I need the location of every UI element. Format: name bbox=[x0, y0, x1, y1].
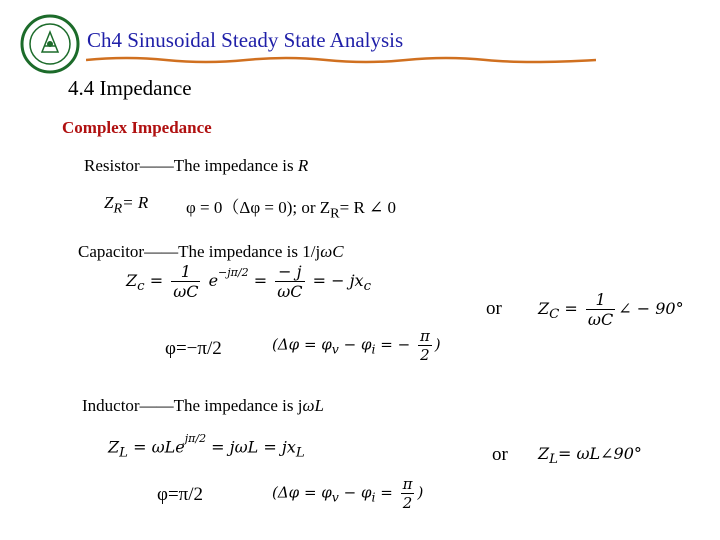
zr-subscript-2: R bbox=[330, 205, 340, 222]
capacitor-polar bbox=[538, 290, 684, 329]
ind-phase-den: 2 bbox=[401, 493, 415, 512]
zl-subscript: L bbox=[119, 445, 128, 461]
zc-equals-2: = bbox=[253, 271, 268, 290]
zc-alt-equals: = bbox=[564, 299, 578, 318]
title-underline bbox=[86, 54, 596, 66]
zc-exp-base: e bbox=[208, 271, 219, 290]
capacitor-or: or bbox=[486, 298, 502, 319]
ind-phase-close: ) bbox=[417, 483, 424, 502]
zc-alt-den: ωC bbox=[587, 310, 614, 329]
cap-phase-lhs: (Δφ = φ bbox=[272, 335, 332, 354]
ind-phase-num: π bbox=[402, 475, 413, 493]
resistor-symbol: R bbox=[297, 156, 309, 175]
zc-tail-subscript: c bbox=[363, 279, 372, 295]
ind-phase-lhs: (Δφ = φ bbox=[272, 483, 332, 502]
ind-phase-mid: − φ bbox=[338, 483, 372, 502]
inductor-formula bbox=[108, 432, 305, 461]
resistor-eq2 bbox=[186, 193, 396, 222]
university-seal-icon bbox=[20, 14, 80, 74]
inductor-polar bbox=[538, 444, 642, 467]
resistor-line bbox=[84, 156, 308, 176]
capacitor-phi: φ=−π/2 bbox=[165, 338, 222, 359]
inductor-phi: φ=π/2 bbox=[157, 484, 204, 505]
capacitor-formula bbox=[126, 262, 371, 301]
cap-phase-num: π bbox=[419, 327, 430, 345]
zc-frac-den: ωC bbox=[173, 282, 199, 301]
section-heading: 4.4 Impedance bbox=[68, 76, 192, 100]
resistor-eq1 bbox=[104, 193, 148, 217]
zl-tail: = jωL = jx bbox=[211, 437, 296, 457]
cap-phase-i: i bbox=[371, 341, 376, 357]
zl-exp-base: = ωLe bbox=[133, 437, 185, 457]
zc-frac2-num: − j bbox=[278, 262, 302, 281]
resistor-label: Resistor——The impedance is bbox=[84, 156, 298, 175]
zc-alt-num: 1 bbox=[595, 290, 606, 309]
zc-fraction-2 bbox=[275, 262, 304, 301]
ind-phase-eq: = bbox=[375, 483, 393, 502]
zc-frac-num: 1 bbox=[180, 262, 191, 281]
zc-alt-angle: ∠ − 90° bbox=[618, 299, 684, 318]
zr-value: = R bbox=[122, 193, 149, 212]
zc-alt-symbol: Z bbox=[538, 299, 550, 318]
ind-phase-i: i bbox=[371, 489, 376, 505]
zl-tail-subscript: L bbox=[295, 445, 305, 461]
capacitor-label: Capacitor——The impedance is 1/j bbox=[78, 242, 321, 261]
resistor-polar: = R ∠ 0 bbox=[339, 198, 397, 217]
inductor-line bbox=[82, 396, 324, 416]
capacitor-phase bbox=[272, 327, 441, 364]
inductor-symbol: ωL bbox=[302, 396, 324, 415]
zr-symbol: Z bbox=[104, 193, 114, 212]
inductor-or: or bbox=[492, 444, 508, 465]
cap-phase-close: ) bbox=[434, 335, 441, 354]
zl-alt-angle: = ωL∠90° bbox=[557, 444, 642, 463]
zl-symbol: Z bbox=[108, 437, 120, 457]
cap-phase-mid: − φ bbox=[338, 335, 372, 354]
zc-frac2-den: ωC bbox=[277, 282, 303, 301]
capacitor-line bbox=[78, 242, 344, 262]
capacitor-symbol: ωC bbox=[320, 242, 344, 261]
cap-phase-eq: = − bbox=[375, 335, 411, 354]
subheading: Complex Impedance bbox=[62, 118, 212, 137]
zc-alt-subscript: C bbox=[549, 307, 560, 323]
zc-tail: = − jx bbox=[312, 271, 364, 290]
cap-phase-v: v bbox=[331, 341, 339, 357]
cap-phase-fraction bbox=[418, 327, 432, 364]
zc-symbol: Z bbox=[126, 271, 138, 290]
zl-alt-symbol: Z bbox=[538, 444, 550, 463]
inductor-label: Inductor——The impedance is j bbox=[82, 396, 303, 415]
zr-subscript: R bbox=[113, 200, 123, 217]
zc-alt-fraction bbox=[586, 290, 615, 329]
cap-phase-den: 2 bbox=[418, 345, 432, 364]
resistor-phase: φ = 0（Δφ = 0); or Z bbox=[186, 198, 331, 217]
zc-subscript: c bbox=[137, 279, 145, 295]
ind-phase-fraction bbox=[401, 475, 415, 512]
zc-equals: = bbox=[149, 271, 164, 290]
slide-title: Ch4 Sinusoidal Steady State Analysis bbox=[87, 28, 404, 52]
zc-exponent: −jπ/2 bbox=[218, 265, 249, 279]
zl-alt-subscript: L bbox=[549, 452, 558, 468]
zc-fraction bbox=[171, 262, 200, 301]
inductor-phase bbox=[272, 475, 423, 512]
zl-exponent: jπ/2 bbox=[184, 432, 207, 445]
ind-phase-v: v bbox=[331, 489, 339, 505]
